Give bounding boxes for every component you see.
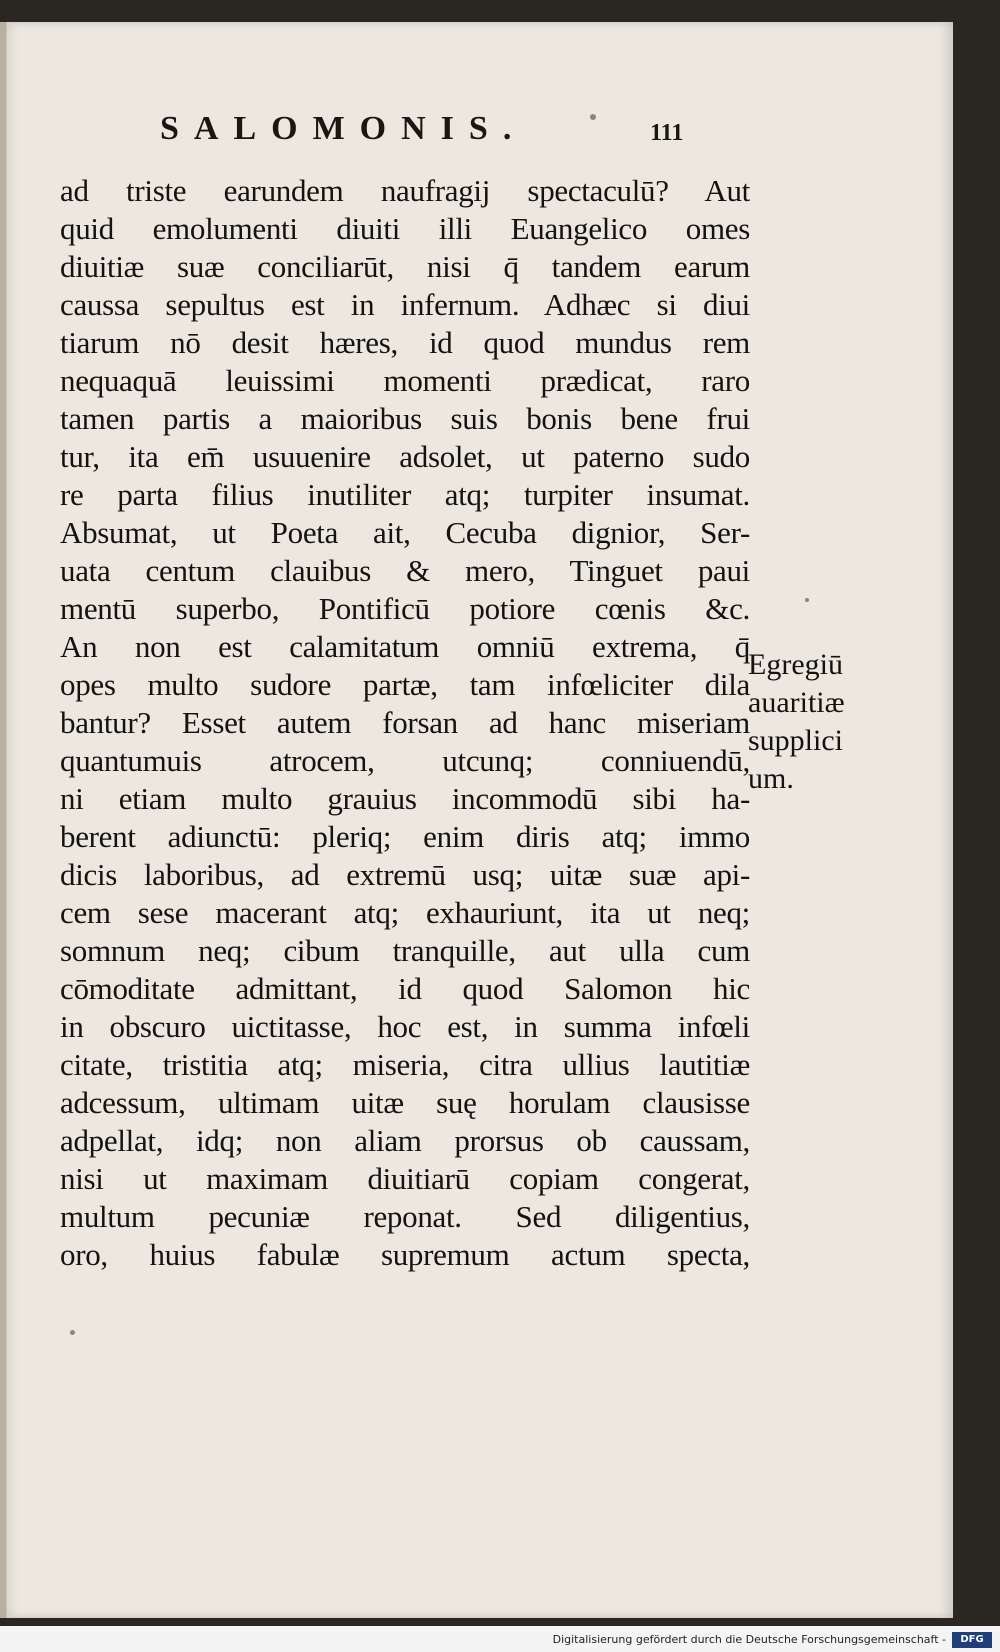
text-line: multum pecuniæ reponat. Sed diligentius, bbox=[60, 1199, 750, 1234]
text-line: nequaquā leuissimi momenti prædicat, raro bbox=[60, 363, 750, 398]
margin-note bbox=[748, 646, 888, 798]
text-line: ni etiam multo grauius incommodū sibi ha- bbox=[60, 781, 750, 816]
text-line: tiarum nō desit hæres, id quod mundus rem bbox=[60, 325, 750, 360]
running-head: SALOMONIS. bbox=[160, 110, 527, 147]
text-line: oro, huius fabulæ supremum actum specta, bbox=[60, 1237, 750, 1272]
text-line: re parta filius inutiliter atq; turpiter insumat. bbox=[60, 477, 750, 512]
text-line: in obscuro uictitasse, hoc est, in summa infœli bbox=[60, 1009, 750, 1044]
text-line: cōmoditate admittant, id quod Salomon hic bbox=[60, 971, 750, 1006]
main-text-block bbox=[60, 172, 750, 1274]
text-line: cem sese macerant atq; exhauriunt, ita ut neq; bbox=[60, 895, 750, 930]
margin-note-line: Egregiū bbox=[748, 648, 843, 681]
text-line: ad triste earundem naufragij spectaculū? Aut bbox=[60, 173, 750, 208]
text-line: tur, ita em̄ usuuenire adsolet, ut paterno sudo bbox=[60, 439, 750, 474]
text-line: dicis laboribus, ad extremū usq; uitæ suæ api- bbox=[60, 857, 750, 892]
text-line: An non est calamitatum omniū extrema, q̄ bbox=[60, 629, 750, 664]
text-line: adpellat, idq; non aliam prorsus ob caussam, bbox=[60, 1123, 750, 1158]
text-line: quantumuis atrocem, utcunq; conniuendū, bbox=[60, 743, 750, 778]
text-line: citate, tristitia atq; miseria, citra ullius lautitiæ bbox=[60, 1047, 750, 1082]
paper-speck bbox=[590, 114, 596, 120]
margin-note-line: auaritiæ bbox=[748, 686, 845, 719]
text-line: quid emolumenti diuiti illi Euangelico omes bbox=[60, 211, 750, 246]
text-line: caussa sepultus est in infernum. Adhæc si diui bbox=[60, 287, 750, 322]
text-line: nisi ut maximam diuitiarū copiam congerat, bbox=[60, 1161, 750, 1196]
text-line: adcessum, ultimam uitæ suę horulam clausisse bbox=[60, 1085, 750, 1120]
text-line: bantur? Esset autem forsan ad hanc miseriam bbox=[60, 705, 750, 740]
text-line: uata centum clauibus & mero, Tinguet paui bbox=[60, 553, 750, 588]
text-line: Absumat, ut Poeta ait, Cecuba dignior, Ser- bbox=[60, 515, 750, 550]
margin-note-line: um. bbox=[748, 762, 794, 795]
text-line: somnum neq; cibum tranquille, aut ulla cum bbox=[60, 933, 750, 968]
paper-speck bbox=[805, 598, 809, 602]
paper-speck bbox=[70, 1330, 75, 1335]
digitization-credit: Digitalisierung gefördert durch die Deutsche Forschungsgemeinschaft - bbox=[552, 1633, 946, 1646]
dfg-logo: DFG bbox=[952, 1632, 992, 1648]
text-line: diuitiæ suæ conciliarūt, nisi q̄ tandem earum bbox=[60, 249, 750, 284]
text-line: opes multo sudore partæ, tam infœliciter dila bbox=[60, 667, 750, 702]
text-line: mentū superbo, Pontificū potiore cœnis &c. bbox=[60, 591, 750, 626]
text-line: tamen partis a maioribus suis bonis bene frui bbox=[60, 401, 750, 436]
folio-number: 111 bbox=[650, 120, 684, 146]
text-line: berent adiunctū: pleriq; enim diris atq; immo bbox=[60, 819, 750, 854]
margin-note-line: supplici bbox=[748, 724, 843, 757]
